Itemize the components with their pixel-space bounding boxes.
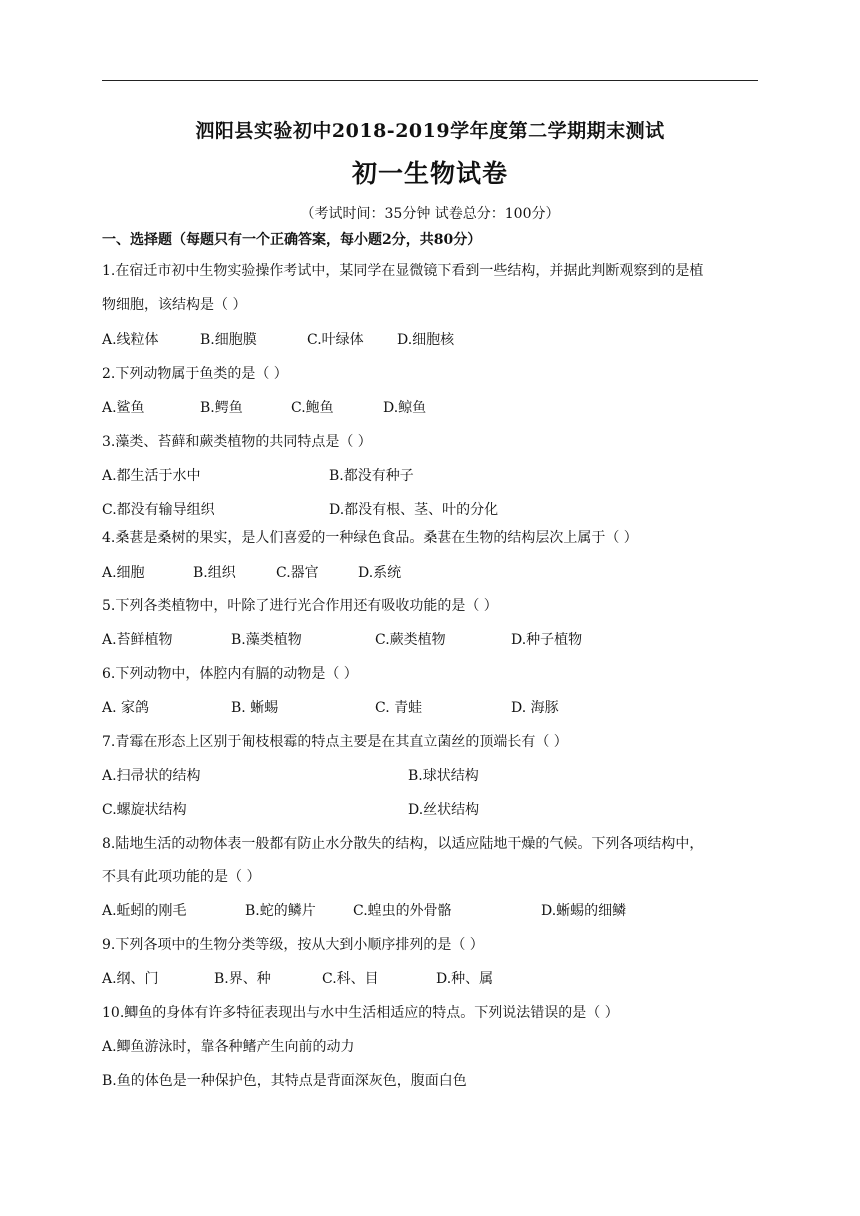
- question-3-option-b: B.都没有种子: [329, 468, 414, 484]
- question-1-stem-line-2: 物细胞，该结构是（ ）: [102, 297, 247, 313]
- question-2-stem: 2.下列动物属于鱼类的是（ ）: [102, 366, 288, 382]
- question-7-option-b: B.球状结构: [408, 768, 479, 784]
- school-exam-line: 泗阳县实验初中2018-2019学年度第二学期期末测试: [195, 120, 665, 142]
- question-1-option-d: D.细胞核: [397, 332, 455, 348]
- question-2-option-a: A.鲨鱼: [102, 400, 145, 416]
- question-4-option-d: D.系统: [358, 565, 402, 581]
- question-5-stem: 5.下列各类植物中，叶除了进行光合作用还有吸收功能的是（ ）: [102, 598, 498, 614]
- question-8-option-a: A.蚯蚓的刚毛: [102, 903, 187, 919]
- question-4-option-c: C.器官: [276, 565, 319, 581]
- question-8-stem-line-2: 不具有此项功能的是（ ）: [102, 869, 261, 885]
- header-rule: [102, 80, 758, 81]
- question-5-option-b: B.藻类植物: [231, 632, 302, 648]
- question-8-option-d: D.蜥蜴的细鳞: [541, 903, 627, 919]
- question-6-option-d: D. 海豚: [511, 700, 559, 716]
- question-7-stem: 7.青霉在形态上区别于匍枝根霉的特点主要是在其直立菌丝的顶端长有（ ）: [102, 734, 568, 750]
- section-heading: 一、选择题（每题只有一个正确答案，每小题2分，共80分）: [102, 232, 482, 248]
- question-6-option-a: A. 家鸽: [102, 700, 150, 716]
- question-3-option-a: A.都生活于水中: [102, 468, 201, 484]
- question-4-stem: 4.桑葚是桑树的果实，是人们喜爱的一种绿色食品。桑葚在生物的结构层次上属于（ ）: [102, 530, 638, 546]
- question-2-option-c: C.鲍鱼: [291, 400, 334, 416]
- question-6-option-b: B. 蜥蜴: [231, 700, 279, 716]
- question-8-option-b: B.蛇的鳞片: [245, 903, 316, 919]
- paper-title: 初一生物试卷: [351, 159, 508, 188]
- question-1-stem-line-1: 1.在宿迁市初中生物实验操作考试中，某同学在显微镜下看到一些结构，并据此判断观察到的是植: [102, 263, 704, 279]
- question-9-option-b: B.界、种: [214, 971, 271, 987]
- question-1-option-a: A.线粒体: [102, 332, 159, 348]
- question-9-option-c: C.科、目: [322, 971, 379, 987]
- question-2-option-d: D.鲸鱼: [383, 400, 427, 416]
- question-10-option-a: A.鲫鱼游泳时，靠各种鳍产生向前的动力: [102, 1039, 355, 1055]
- question-7-option-a: A.扫帚状的结构: [102, 768, 201, 784]
- question-5-option-c: C.蕨类植物: [375, 632, 446, 648]
- question-5-option-a: A.苔鲜植物: [102, 632, 173, 648]
- exam-info: （考试时间：35分钟 试卷总分：100分）: [300, 206, 560, 222]
- question-5-option-d: D.种子植物: [511, 632, 583, 648]
- question-3-option-d: D.都没有根、茎、叶的分化: [329, 502, 499, 518]
- question-6-stem: 6.下列动物中，体腔内有膈的动物是（ ）: [102, 666, 358, 682]
- question-2-option-b: B.鳄鱼: [200, 400, 243, 416]
- question-9-stem: 9.下列各项中的生物分类等级，按从大到小顺序排列的是（ ）: [102, 937, 484, 953]
- question-8-option-c: C.蝗虫的外骨骼: [353, 903, 452, 919]
- question-10-stem: 10.鲫鱼的身体有许多特征表现出与水中生活相适应的特点。下列说法错误的是（ ）: [102, 1005, 619, 1021]
- question-8-stem-line-1: 8.陆地生活的动物体表一般都有防止水分散失的结构，以适应陆地干燥的气候。下列各项结构中，: [102, 836, 704, 852]
- question-7-option-d: D.丝状结构: [408, 802, 480, 818]
- question-1-option-b: B.细胞膜: [200, 332, 257, 348]
- question-4-option-a: A.细胞: [102, 565, 145, 581]
- question-3-option-c: C.都没有输导组织: [102, 502, 215, 518]
- question-6-option-c: C. 青蛙: [375, 700, 423, 716]
- question-7-option-c: C.螺旋状结构: [102, 802, 187, 818]
- question-4-option-b: B.组织: [193, 565, 236, 581]
- question-10-option-b: B.鱼的体色是一种保护色，其特点是背面深灰色，腹面白色: [102, 1073, 467, 1089]
- question-1-option-c: C.叶绿体: [307, 332, 364, 348]
- question-9-option-a: A.纲、门: [102, 971, 159, 987]
- question-3-stem: 3.藻类、苔藓和蕨类植物的共同特点是（ ）: [102, 434, 372, 450]
- question-9-option-d: D.种、属: [436, 971, 494, 987]
